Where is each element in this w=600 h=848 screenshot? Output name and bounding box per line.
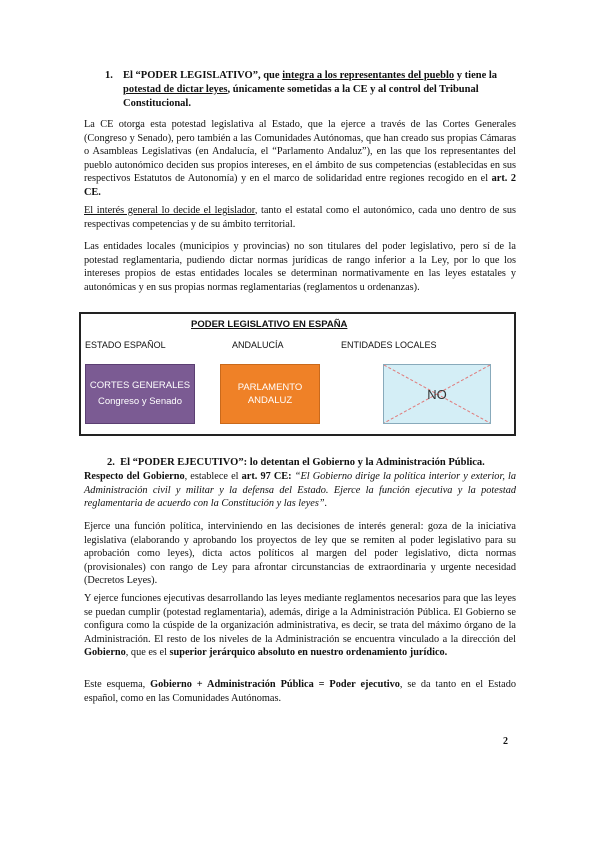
cortes-generales-box	[85, 364, 195, 424]
paragraph-art97: Respecto del Gobierno, establece el art. 97 CE: “El Gobierno dirige la política interior y exterior, la Administración civil y militar y la defensa del Estado. Ejerce la función ejecutiva y la potestad reglamentaria de acuerdo con la Constitución y las leyes”.	[84, 471, 517, 510]
label-entidades: ENTIDADES LOCALES	[341, 340, 437, 350]
cortes-title: CORTES GENERALES	[89, 380, 191, 391]
entidades-locales-box	[383, 364, 491, 424]
parlamento-line1: PARLAMENTO	[237, 382, 303, 393]
diagram-title: PODER LEGISLATIVO EN ESPAÑA	[191, 319, 348, 330]
section-2-heading: 2. El “PODER EJECUTIVO”: lo detentan el Gobierno y la Administración Pública.	[107, 457, 485, 468]
parlamento-andaluz-box	[220, 364, 320, 424]
paragraph-scheme: Este esquema, Gobierno + Administración Pública = Poder ejecutivo, se da tanto en el Estado español, como en las Comunidades Autónomas.	[84, 679, 516, 704]
paragraph-ce-legislative: La CE otorga esta potestad legislativa al Estado, que la ejerce a través de las Cortes Generales (Congreso y Senado), pero también a las Comunidades Autónomas, que han creado sus propias Cámaras o Asambleas Legislativas (en Andalucía, el “Parlamento Andaluz”), en las que los representantes del pueblo autonómico deciden sus propios intereses, en el ámbito de sus competencias (establecidas en sus respectivos Estatutos de Autonomía) y en el marco de solidaridad entre regiones recogido en el art. 2 CE.	[84, 119, 516, 198]
paragraph-local-entities: Las entidades locales (municipios y provincias) no son titulares del poder legislativo, pero sí de la potestad reglamentaria, pudiendo dictar normas jurídicas de rango inferior a la Ley, por lo que los intereses propios de estas entidades locales se determinan normativamente en las leyes estatales y autonómicas y en sus propias normas reglamentarias (reglamentos u ordenanzas).	[84, 241, 516, 293]
section-1-heading	[105, 69, 517, 110]
parlamento-line2: ANDALUZ	[247, 395, 293, 406]
no-label: NO	[427, 386, 447, 402]
page-number: 2	[503, 736, 508, 747]
legislative-power-diagram	[79, 312, 516, 436]
section-number: 1.	[105, 70, 113, 81]
section-1-text: El “PODER LEGISLATIVO”, que integra a los representantes del pueblo y tiene la potestad de dictar leyes, únicamente sometidas a la CE y al control del Tribunal Constitucional.	[123, 70, 498, 109]
label-andalucia: ANDALUCÍA	[232, 340, 284, 350]
paragraph-executive-functions: Y ejerce funciones ejecutivas desarrollando las leyes mediante reglamentos necesarios para que las leyes se puedan cumplir (potestad reglamentaria), además, dirige a la Administración Pública. El Gobierno se configura como la cúspide de la organización administrativa, es decir, se trata del máximo órgano de la Administración. El resto de los niveles de la Administración se encuentra vinculado a la dirección del Gobierno, que es el superior jerárquico absoluto en nuestro ordenamiento jurídico.	[84, 593, 516, 659]
label-estado: ESTADO ESPAÑOL	[85, 340, 166, 350]
paragraph-general-interest: El interés general lo decide el legislador, tanto el estatal como el autonómico, cada uno dentro de sus respectivas competencias y de su ámbito territorial.	[84, 205, 516, 230]
cortes-subtitle: Congreso y Senado	[98, 396, 182, 407]
paragraph-political-function: Ejerce una función política, interviniendo en las decisiones de interés general: goza de la iniciativa legislativa (elaborando y aprobando los proyectos de ley que se remiten al poder legislativo para su aprobación como leyes), dicta actos políticos al margen del poder legislativo, dicta normas (provisionales) con rango de Ley para afrontar circunstancias de extraordinaria y urgente necesidad (Decretos Leyes).	[84, 521, 516, 587]
